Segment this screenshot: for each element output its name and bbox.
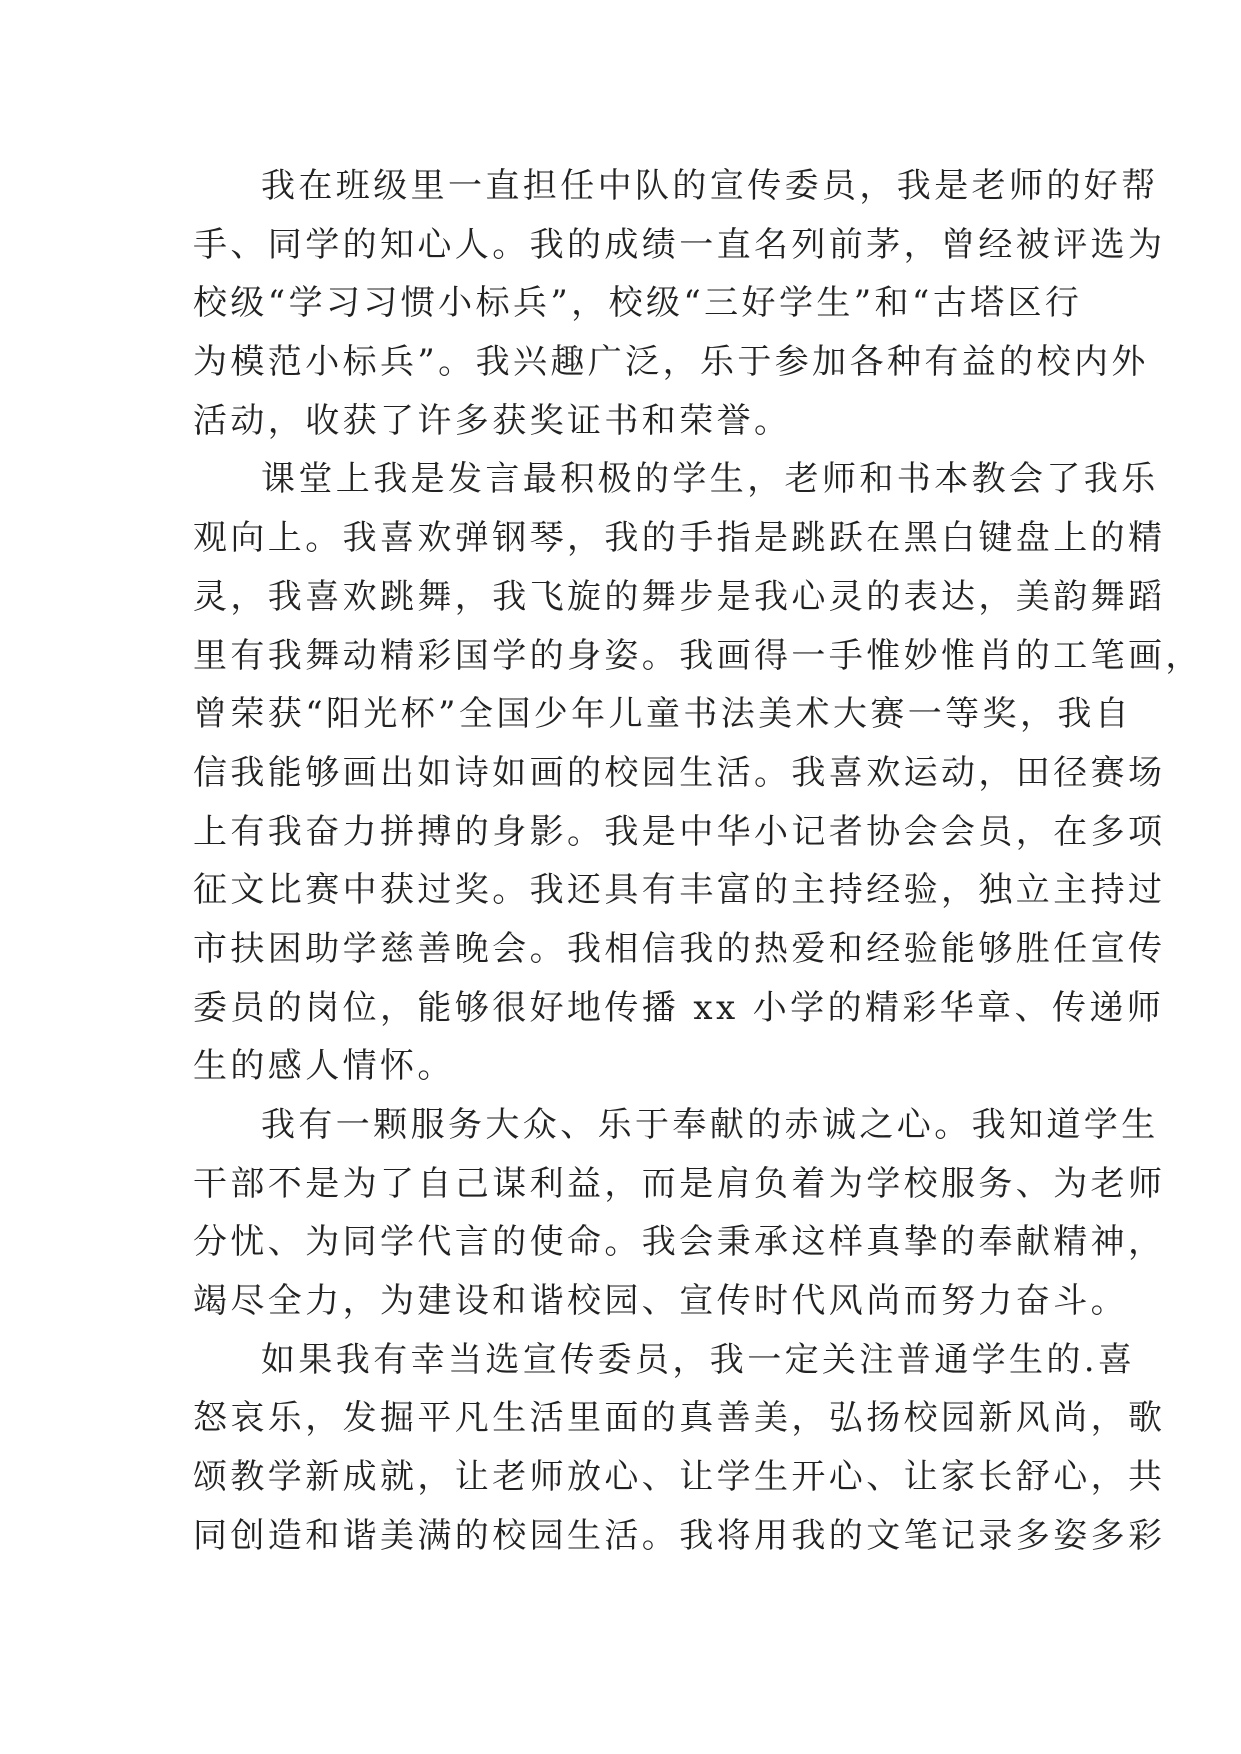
text-line: 里有我舞动精彩国学的身姿。我画得一手惟妙惟肖的工笔画，	[193, 635, 1203, 676]
text-line: 颂教学新成就，让老师放心、让学生开心、让家长舒心，共	[193, 1457, 1166, 1498]
text-line: 生的感人情怀。	[193, 1046, 455, 1087]
text-line: 信我能够画出如诗如画的校园生活。我喜欢运动，田径赛场	[193, 752, 1166, 793]
text-line: 活动，收获了许多获奖证书和荣誉。	[193, 400, 792, 441]
text-line: 市扶困助学慈善晚会。我相信我的热爱和经验能够胜任宣传	[193, 928, 1166, 969]
paragraph	[193, 450, 1203, 1096]
text-line: 怒哀乐，发掘平凡生活里面的真善美，弘扬校园新风尚，歌	[193, 1398, 1166, 1439]
text-line: 曾荣获“阳光杯”全国少年儿童书法美术大赛一等奖，我自	[193, 694, 1133, 735]
text-line: 我有一颗服务大众、乐于奉献的赤诚之心。我知道学生	[261, 1105, 1159, 1145]
paragraph	[193, 1331, 1166, 1566]
text-line: 灵，我喜欢跳舞，我飞旋的舞步是我心灵的表达，美韵舞蹈	[193, 576, 1166, 617]
text-line: 上有我奋力拼搏的身影。我是中华小记者协会会员，在多项	[193, 811, 1166, 852]
text-line: 校级“学习习惯小标兵”，校级“三好学生”和“古塔区行	[193, 283, 1083, 324]
text-line: 征文比赛中获过奖。我还具有丰富的主持经验，独立主持过	[193, 870, 1166, 911]
document-body	[193, 157, 1203, 1566]
text-line: 干部不是为了自己谋利益，而是肩负着为学校服务、为老师	[193, 1163, 1166, 1204]
text-line: 为模范小标兵”。我兴趣广泛，乐于参加各种有益的校内外	[193, 342, 1149, 383]
text-line: 观向上。我喜欢弹钢琴，我的手指是跳跃在黑白键盘上的精	[193, 518, 1166, 559]
text-line: 分忧、为同学代言的使命。我会秉承这样真挚的奉献精神，	[193, 1222, 1166, 1263]
text-line: 同创造和谐美满的校园生活。我将用我的文笔记录多姿多彩	[193, 1515, 1166, 1556]
text-line: 课堂上我是发言最积极的学生，老师和书本教会了我乐	[261, 459, 1159, 500]
text-line: 如果我有幸当选宣传委员，我一定关注普通学生的.喜	[261, 1339, 1136, 1380]
text-line: 委员的岗位，能够很好地传播 xx 小学的精彩华章、传递师	[193, 987, 1165, 1028]
text-line: 手、同学的知心人。我的成绩一直名列前茅，曾经被评选为	[193, 224, 1166, 265]
paragraph	[193, 1096, 1166, 1331]
text-line: 竭尽全力，为建设和谐校园、宣传时代风尚而努力奋斗。	[193, 1281, 1128, 1322]
text-line: 我在班级里一直担任中队的宣传委员，我是老师的好帮	[261, 166, 1159, 206]
paragraph	[193, 157, 1166, 450]
